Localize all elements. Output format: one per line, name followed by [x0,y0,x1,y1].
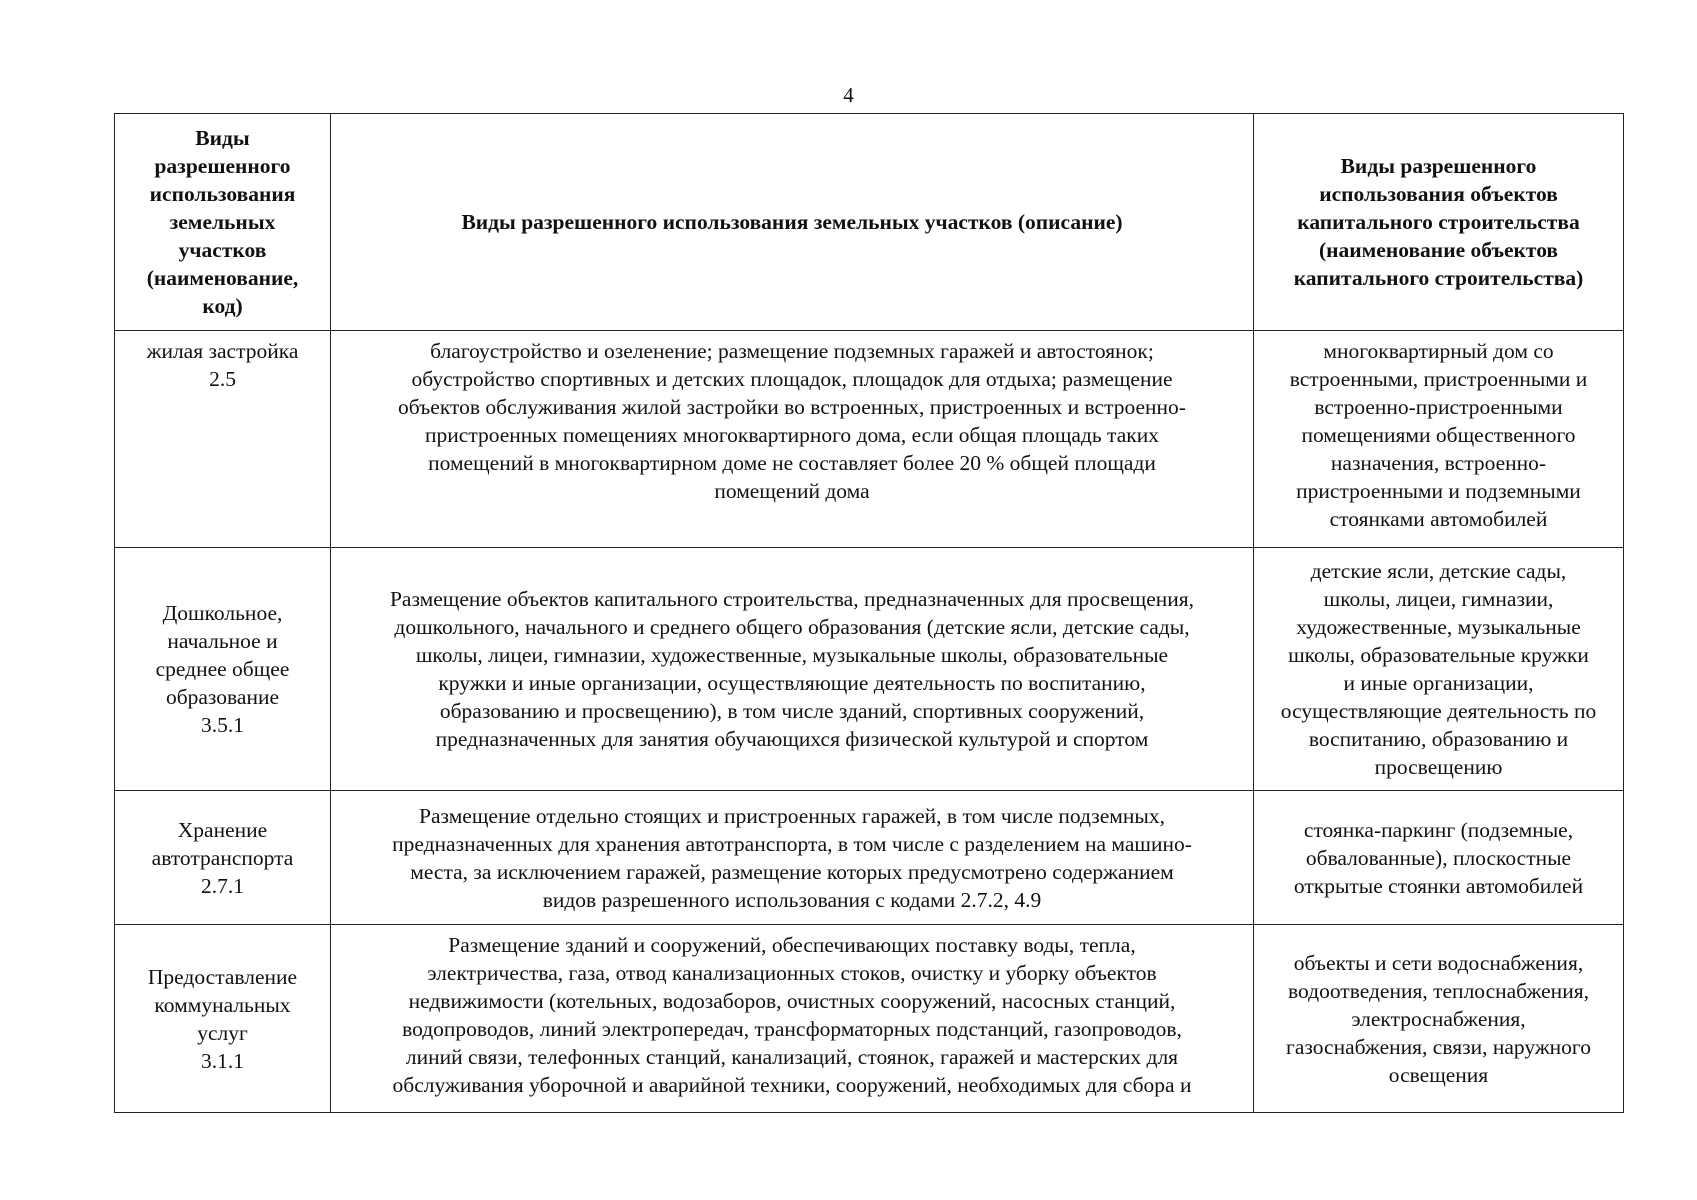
cell-line: и иные организации, [1343,671,1534,695]
cell-line: школы, образовательные кружки [1288,643,1589,667]
row-objects [1254,925,1624,1113]
cell-line: помещений дома [714,479,870,503]
cell-line: пристроенных помещениях многоквартирного дома, если общая площадь таких [425,423,1159,447]
cell-line: жилая застройка [146,339,299,363]
cell-line: начальное и [167,629,278,653]
cell-line: водоотведения, теплоснабжения, [1288,978,1589,1003]
cell-line: (наименование, [146,266,299,290]
table-row [115,925,1624,1113]
cell-line: встроенно-пристроенными [1314,395,1563,419]
cell-line: видов разрешенного использования с кодами 2.7.2, 4.9 [542,887,1042,912]
cell-line: Виды разрешенного [1340,154,1537,178]
cell-line: пристроенными и подземными [1296,479,1581,503]
cell-line: Размещение отдельно стоящих и пристроенных гаражей, в том числе подземных, [419,803,1165,828]
cell-line: объектов обслуживания жилой застройки во встроенных, пристроенных и встроенно- [398,395,1186,419]
cell-line: объекты и сети водоснабжения, [1293,950,1584,975]
cell-line: освещения [1388,1062,1489,1087]
header-capital-construction-objects [1254,114,1624,331]
cell-line: стоянка-паркинг (подземные, [1303,817,1574,842]
cell-line: (наименование объектов [1318,238,1559,262]
row-land-use-name [115,548,331,791]
cell-line: обустройство спортивных и детских площадок, площадок для отдыха; размещение [411,367,1173,391]
cell-line: Хранение [177,817,268,842]
cell-line: недвижимости (котельных, водозаборов, очистных сооружений, насосных станций, [408,989,1176,1013]
cell-line: образование [165,685,280,709]
cell-line: осуществляющие деятельность по [1280,699,1597,723]
cell-line: стоянками автомобилей [1329,507,1548,531]
cell-line: капитального строительства [1297,210,1580,234]
table-row [115,548,1624,791]
cell-line: 2.5 [209,367,236,391]
cell-line: код) [202,294,243,318]
table-row [115,331,1624,548]
page-number: 4 [843,83,854,107]
row-land-use-name [115,791,331,925]
cell-line: участков [178,238,267,262]
header-land-use-description [331,114,1254,331]
header-land-use-name [115,114,331,331]
cell-line: среднее общее [155,657,290,681]
cell-line: дошкольного, начального и среднего общего образования (детские ясли, детские сады, [394,615,1190,639]
cell-line: использования объектов [1319,182,1558,206]
cell-line: 2.7.1 [201,873,244,898]
cell-line: воспитанию, образованию и [1308,727,1569,751]
cell-line: благоустройство и озеленение; размещение подземных гаражей и автостоянок; [430,339,1154,363]
cell-line: просвещению [1374,755,1503,779]
cell-line: детские ясли, детские сады, [1310,559,1567,583]
cell-line: Размещение зданий и сооружений, обеспечивающих поставку воды, тепла, [448,933,1136,957]
row-land-use-name [115,331,331,548]
cell-line: электричества, газа, отвод канализационных стоков, очистку и уборку объектов [427,961,1157,985]
permitted-use-table [114,113,1624,1113]
table-header-row [115,114,1624,331]
cell-line: кружки и иные организации, осуществляющие деятельность по воспитанию, [438,671,1146,695]
cell-line: линий связи, телефонных станций, канализаций, стоянок, гаражей и мастерских для [405,1045,1179,1069]
cell-line: предназначенных для занятия обучающихся физической культурой и спортом [435,727,1149,751]
cell-line: назначения, встроенно- [1330,451,1547,475]
cell-line: обслуживания уборочной и аварийной техники, сооружений, необходимых для сбора и [392,1073,1192,1097]
cell-line: помещениями общественного [1301,423,1576,447]
cell-line: 3.5.1 [201,713,244,737]
cell-line: места, за исключением гаражей, размещение которых предусмотрено содержанием [410,859,1174,884]
row-description [331,548,1254,791]
cell-line: школы, лицеи, гимназии, художественные, музыкальные школы, образовательные [415,643,1169,667]
cell-line: автотранспорта [151,845,294,870]
cell-line: многоквартирный дом со [1323,339,1554,363]
row-description [331,925,1254,1113]
cell-line: открытые стоянки автомобилей [1293,873,1584,898]
cell-line: обвалованные), плоскостные [1305,845,1572,870]
cell-line: Виды [195,126,250,150]
cell-line: 3.1.1 [201,1048,244,1073]
cell-line: коммунальных [154,992,291,1017]
cell-line: встроенными, пристроенными и [1289,367,1588,391]
cell-line: капитального строительства) [1293,266,1584,290]
row-description [331,331,1254,548]
cell-line: школы, лицеи, гимназии, [1323,587,1554,611]
cell-line: разрешенного [154,154,291,178]
cell-line: художественные, музыкальные [1296,615,1581,639]
cell-line: помещений в многоквартирном доме не составляет более 20 % общей площади [428,451,1156,475]
cell-line: газоснабжения, связи, наружного [1286,1034,1591,1059]
cell-line: образованию и просвещению), в том числе зданий, спортивных сооружений, [439,699,1145,723]
row-land-use-name [115,925,331,1113]
cell-line: использования [149,182,296,206]
cell-line: Размещение объектов капитального строительства, предназначенных для просвещения, [389,587,1195,611]
table-row [115,791,1624,925]
row-objects [1254,791,1624,925]
cell-line: услуг [197,1020,248,1045]
cell-line: земельных [169,210,276,234]
row-objects [1254,548,1624,791]
cell-line: Виды разрешенного использования земельных участков (описание) [461,210,1123,234]
cell-line: предназначенных для хранения автотранспорта, в том числе с разделением на машино- [392,831,1192,856]
cell-line: Дошкольное, [162,601,283,625]
cell-line: электроснабжения, [1351,1006,1526,1031]
row-objects [1254,331,1624,548]
row-description [331,791,1254,925]
cell-line: Предоставление [147,964,298,989]
cell-line: водопроводов, линий электропередач, трансформаторных подстанций, газопроводов, [402,1017,1182,1041]
